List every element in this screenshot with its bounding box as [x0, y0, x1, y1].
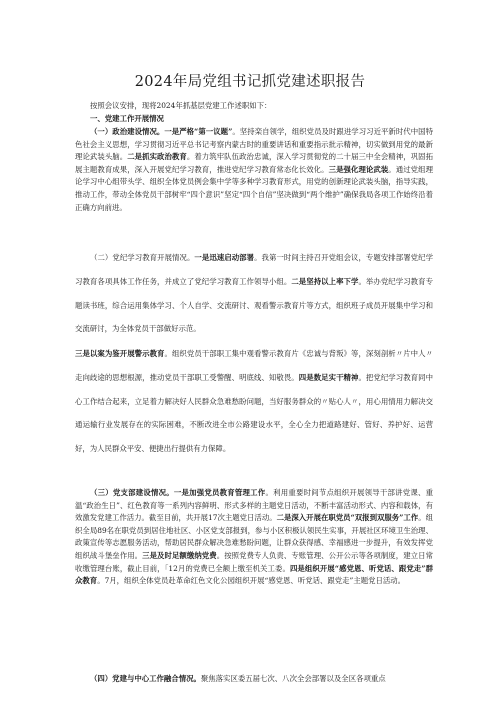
- p1-bold3: 三是强化理论武装: [328, 164, 389, 174]
- p5-lead: （四）党建与中心工作融合情况。: [90, 674, 201, 683]
- p4-lead: （三）党支部建设情况。: [90, 488, 174, 497]
- p4-bold3: 三是及时足额缴纳党费: [142, 550, 217, 560]
- p2-lead: （二）党纪学习教育开展情况。: [90, 253, 195, 262]
- p3-text2: 。把党纪学习教育同中心工作结合起来，立足着力解决好人民群众急难愁盼问题，当好服务群众的〃贴心人〃，用心用情用力解决交通运输行业发展存在的实际困难，不断改进全市公路建设水平，全心全力把道路建好、管好、养护好、运营好，为人民群众平安、便捷出行提供有力保障。: [75, 372, 433, 454]
- p5-text1: 聚焦落实区委五届七次、八次全会部署以及全区各项重点: [200, 674, 386, 683]
- p4-text2: 。组织全局89名在职党员到居住地社区、小区党支部报到，参与小区积极认领民生实事，开展社区环境卫生治理、政策宣传等志愿服务活动，帮助居民群众解决急难愁盼问题，让群众获得感、幸福感进一步提升，有效发挥党组织战斗堡垒作用。: [75, 513, 433, 560]
- p1-text1: 。坚持栾自领学，组织党员及时跟进学习习近平新时代中国特色社会主义思想，学习贯彻习近平总书记考察内蒙古时的重要讲话和重要指示批示精神，切实做到用党的最新理论武装头脑。: [75, 127, 433, 162]
- p4-bold4: 四是组织开展“感党恩、听党话、跟党走”群众教育: [75, 563, 433, 586]
- paragraph-branch-building: [75, 487, 433, 588]
- section1-heading: 一、党建工作开展情况: [90, 114, 164, 123]
- p4-text3: 。按照党费专人负责、专账管理、公开公示等各项制度，建立日常收缴管理台账，截止目前，「12月的党费已全额上缴至机关工委。: [75, 550, 433, 573]
- paragraph-integration: [75, 673, 433, 686]
- paragraph-political: [75, 126, 433, 214]
- p2-bold2: 二是坚持以上率下学: [291, 276, 359, 286]
- intro-text: 按照会议安排，现将2024年抓基层党建工作述职如下：: [90, 101, 272, 110]
- intro-paragraph: [75, 100, 433, 113]
- paragraph-discipline: [75, 246, 433, 341]
- p4-text1: 。利用重要时间节点组织开展领导干部讲党课、重温“政治生日”、红色教育等一系列内容鲜明、形式多样的主题党日活动，不断丰富活动形式、内容和载体，有效激发党建工作活力。截至目前，共开展17次主题党日活动。: [75, 488, 433, 523]
- p1-text3: 。通过党组理论学习中心组带头学、组织全体党员例会集中学等多种学习教育形式，用党的创新理论武装头脑，指导实践，推动工作，带动全体党员干部树牢“四个意识”坚定“四个自信”坚决做到“两个维护”确保我局各项工作始终沿着正确方向前进。: [75, 164, 433, 212]
- p4-bold2: 二是深入开展在职党员“双报到双服务”工作: [276, 513, 419, 523]
- p2-bold1: 一是迅速启动部署: [194, 253, 255, 262]
- p2-text2: 。举办党纪学习教育专题读书班，综合运用集体学习、个人自学、交流研讨、观看警示教育片等方式，组织班子成员开展集中学习和交流研讨，为全体党员干部做好示范。: [75, 276, 433, 334]
- p4-bold1: 一是加强党员教育管理工作: [173, 488, 266, 497]
- paragraph-warning-education: [75, 342, 433, 461]
- p4-text4: 。7月，组织全体党员赴革命红色文化公园组织开展“感党恩、听党话、跟党走”主题党日活动。: [97, 576, 406, 586]
- p3-bold1: 三是以案为鉴开展警示教育: [75, 349, 165, 358]
- p2-text1: 。我第一时间主持召开党组会议，专题安排部署党纪学习教育各项具体工作任务，并成立了党纪学习教育工作领导小组。: [75, 253, 433, 286]
- document-title: 2024年局党组书记抓党建述职报告: [134, 74, 366, 90]
- p1-text2: 。着力筑牢队伍政治忠诚，深入学习贯彻党的二十届三中全会精神，巩固拓展主题教育成果，深入开展党纪学习教育，推进党纪学习教育常态化长效化。: [75, 152, 433, 174]
- p3-bold2: 四是数足实干精神: [298, 372, 359, 382]
- p3-text1: 。组织党员干部职工集中观看警示教育片《忠诚与背叛》等，深刻剖析〃片中人〃走向歧途的思想根源，推动党员干部职工受警醒、明底线、知敬畏。: [75, 349, 433, 382]
- p1-lead: （一）政治建设情况。: [90, 127, 165, 136]
- p1-bold1: 一是严格“第一议题”: [164, 127, 233, 136]
- p1-bold2: 二是抓实政治教育: [127, 152, 187, 162]
- section-heading: [75, 113, 433, 126]
